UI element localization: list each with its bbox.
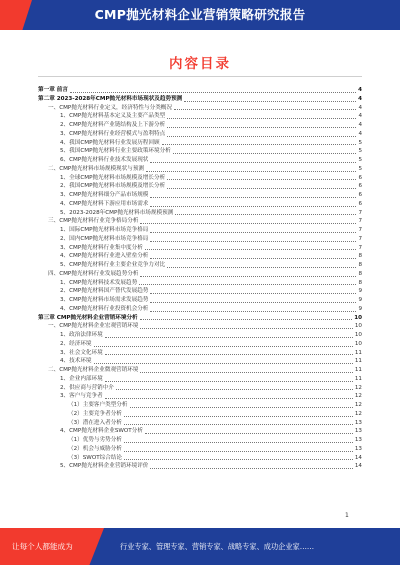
toc-entry[interactable] <box>38 296 362 305</box>
toc-entry-page: 6 <box>358 200 362 207</box>
toc-entry[interactable] <box>38 401 362 410</box>
toc-leader-dots <box>150 197 356 198</box>
toc-entry-page: 9 <box>358 297 362 303</box>
toc-entry[interactable] <box>38 95 362 104</box>
toc-entry[interactable] <box>38 182 362 191</box>
toc-entry[interactable] <box>38 322 362 331</box>
toc-entry-title: 5、我国CMP抛光材料行业主要政策环境分析 <box>60 148 171 155</box>
toc-leader-dots <box>145 433 353 434</box>
toc-entry-title: 5、CMP抛光材料企业营销环境评价 <box>60 463 149 470</box>
report-title: CMP抛光材料企业营销策略研究报告 <box>94 7 306 22</box>
toc-entry-title: 第二章 2023-2028年CMP抛光材料市场现状及趋势预测 <box>38 95 183 102</box>
toc-leader-dots <box>150 302 356 303</box>
toc-leader-dots <box>140 276 356 277</box>
toc-entry-page: 4 <box>358 122 362 128</box>
toc-entry[interactable] <box>38 139 362 148</box>
toc-entry[interactable] <box>38 279 362 288</box>
toc-entry-title: 1、政治法律环境 <box>60 332 103 338</box>
toc-entry-page: 7 <box>358 235 362 242</box>
toc-entry-title: 3、CMP抛光材料细分产品市场规模 <box>60 192 149 198</box>
toc-entry-page: 9 <box>358 288 362 295</box>
toc-entry-title: 5、2023-2028年CMP抛光材料市场规模预测 <box>60 209 174 216</box>
toc-leader-dots <box>167 127 356 128</box>
toc-entry-page: 5 <box>358 157 362 163</box>
page-number: 1 <box>345 512 349 519</box>
toc-entry-page: 4 <box>358 113 362 120</box>
toc-entry-title: 三、CMP抛光材料行业竞争格局分析 <box>48 218 139 225</box>
toc-entry[interactable] <box>38 340 362 349</box>
toc-entry-title: 1、国际CMP抛光材料市场竞争格局 <box>60 227 149 233</box>
toc-entry[interactable] <box>38 121 362 130</box>
footer-slogan: 让每个人都能成为 <box>12 542 73 551</box>
toc-entry-title: 第三章 CMP抛光材料企业营销环境分析 <box>38 314 138 321</box>
toc-entry-title: （2）主要竞争者分析 <box>68 410 122 417</box>
toc-entry[interactable] <box>38 147 362 156</box>
toc-entry[interactable] <box>38 130 362 139</box>
toc-leader-dots <box>124 424 353 425</box>
toc-leader-dots <box>70 92 356 93</box>
toc-leader-dots <box>140 319 353 320</box>
toc-entry-title: 6、CMP抛光材料行业技术发展现状 <box>60 157 149 163</box>
toc-entry[interactable] <box>38 261 362 270</box>
toc-entry-page: 7 <box>358 218 362 225</box>
toc-leader-dots <box>184 101 356 102</box>
toc-entry-page: 8 <box>358 270 362 277</box>
toc-entry[interactable] <box>38 156 362 165</box>
toc-entry-title: 2、我国CMP抛光材料市场规模及增长分析 <box>60 183 166 190</box>
toc-entry-page: 10 <box>354 323 362 330</box>
toc-entry-page: 5 <box>358 148 362 155</box>
toc-entry-title: （1）优势与劣势分析 <box>68 437 122 443</box>
toc-leader-dots <box>150 241 356 242</box>
toc-entry-title: 4、技术环境 <box>60 358 92 365</box>
toc-entry-page: 12 <box>354 393 362 400</box>
toc-entry[interactable] <box>38 314 362 323</box>
toc-entry-title: （3）潜在进入者分析 <box>68 419 122 426</box>
toc-leader-dots <box>105 337 353 338</box>
toc-entry-page: 4 <box>358 104 362 111</box>
toc-leader-dots <box>167 267 356 268</box>
toc-leader-dots <box>130 407 353 408</box>
toc-entry[interactable] <box>38 349 362 358</box>
toc-entry-page: 11 <box>354 367 362 373</box>
toc-leader-dots <box>167 136 356 137</box>
toc-entry-title: 2、国内CMP抛光材料市场竞争格局 <box>60 235 149 242</box>
toc-entry-page: 6 <box>358 192 362 198</box>
toc-entry[interactable] <box>38 191 362 200</box>
toc-leader-dots <box>139 284 356 285</box>
toc-entry[interactable] <box>38 200 362 209</box>
toc-entry-title: （3）SWOT综合结论 <box>68 454 123 461</box>
toc-entry-title: 1、企业内部环境 <box>60 375 103 382</box>
toc-entry-page: 13 <box>354 428 362 435</box>
toc-entry-page: 12 <box>354 402 362 408</box>
toc-entry[interactable] <box>38 244 362 253</box>
toc-entry-page: 10 <box>354 332 362 338</box>
toc-entry-page: 11 <box>354 358 362 365</box>
toc-entry[interactable] <box>38 174 362 183</box>
toc-entry-title: 1、全球CMP抛光材料市场规模及增长分析 <box>60 174 166 181</box>
toc-leader-dots <box>124 451 353 452</box>
toc-entry-page: 4 <box>358 130 362 137</box>
toc-leader-dots <box>124 459 353 460</box>
toc-entry-title: 4、CMP抛光材料行业投资机会分析 <box>60 305 149 312</box>
toc-leader-dots <box>124 416 353 417</box>
toc-entry-page: 5 <box>358 165 362 172</box>
toc-entry-title: 4、CMP抛光材料下游应用市场需求 <box>60 200 149 207</box>
toc-entry-title: 一、CMP抛光材料企业宏观营销环境 <box>48 323 139 330</box>
toc-entry-page: 7 <box>358 209 362 216</box>
toc-leader-dots <box>150 162 356 163</box>
toc-entry-title: 4、我国CMP抛光材料行业发展历程回顾 <box>60 139 160 146</box>
toc-entry[interactable] <box>38 252 362 261</box>
toc-entry-page: 12 <box>354 410 362 417</box>
toc-entry[interactable] <box>38 384 362 393</box>
toc-entry-page: 12 <box>354 384 362 391</box>
toc-leader-dots <box>145 249 357 250</box>
toc-leader-dots <box>150 232 356 233</box>
toc-entry[interactable] <box>38 112 362 121</box>
toc-leader-dots <box>105 398 353 399</box>
toc-entry-title: 1、CMP抛光材料技术发展趋势 <box>60 279 138 286</box>
footer-tagline: 行业专家、管理专家、营销专家、战略专家、成功企业家…… <box>120 542 315 551</box>
toc-entry[interactable] <box>38 445 362 454</box>
toc-entry-page: 13 <box>354 445 362 452</box>
table-of-contents <box>38 86 362 471</box>
toc-entry-page: 14 <box>354 454 362 461</box>
toc-entry-page: 11 <box>354 349 362 356</box>
toc-entry-title: 2、CMP抛光材料产业链结构及上下游分析 <box>60 122 166 128</box>
toc-entry-title: 一、CMP抛光材料行业定义，经济特性与分类概况 <box>48 104 172 111</box>
toc-leader-dots <box>150 258 356 259</box>
header-banner <box>0 0 400 30</box>
toc-entry-title: 2、经济环境 <box>60 340 92 347</box>
toc-entry[interactable] <box>38 86 362 95</box>
toc-leader-dots <box>174 109 356 110</box>
toc-entry[interactable] <box>38 392 362 401</box>
toc-leader-dots <box>124 442 353 443</box>
toc-leader-dots <box>173 153 357 154</box>
toc-entry-title: 3、CMP抛光材料行业经营模式与盈利特点 <box>60 130 166 137</box>
toc-entry[interactable] <box>38 217 362 226</box>
toc-entry[interactable] <box>38 209 362 218</box>
toc-entry[interactable] <box>38 462 362 471</box>
toc-entry[interactable] <box>38 419 362 428</box>
toc-entry-page: 13 <box>354 437 362 443</box>
toc-entry[interactable] <box>38 375 362 384</box>
toc-entry-title: 4、CMP抛光材料行业进入壁垒分析 <box>60 253 149 260</box>
toc-leader-dots <box>140 328 352 329</box>
toc-leader-dots <box>150 206 356 207</box>
toc-entry-page: 10 <box>354 340 362 347</box>
toc-entry[interactable] <box>38 305 362 314</box>
toc-entry-page: 4 <box>358 87 362 93</box>
toc-entry-title: 3、CMP抛光材料行业集中度分析 <box>60 244 143 251</box>
toc-entry-title: 四、CMP抛光材料行业发展趋势分析 <box>48 270 139 277</box>
toc-entry[interactable] <box>38 436 362 445</box>
toc-leader-dots <box>140 372 352 373</box>
toc-entry-page: 5 <box>358 139 362 146</box>
toc-leader-dots <box>94 346 353 347</box>
toc-entry-page: 9 <box>358 305 362 312</box>
toc-entry-page: 7 <box>358 244 362 251</box>
toc-entry-page: 8 <box>358 262 362 268</box>
toc-leader-dots <box>146 171 356 172</box>
toc-divider <box>38 76 362 77</box>
toc-entry-page: 4 <box>358 95 362 102</box>
toc-entry[interactable] <box>38 226 362 235</box>
toc-leader-dots <box>105 354 353 355</box>
toc-leader-dots <box>167 179 356 180</box>
toc-entry-title: 3、客户与竞争者 <box>60 393 103 400</box>
toc-entry-page: 8 <box>358 253 362 260</box>
toc-entry[interactable] <box>38 270 362 279</box>
toc-entry-title: 2、CMP抛光材料国产替代发展趋势 <box>60 288 149 295</box>
toc-leader-dots <box>150 311 356 312</box>
toc-heading: 内容目录 <box>169 56 231 72</box>
toc-leader-dots <box>140 223 356 224</box>
toc-leader-dots <box>162 144 357 145</box>
toc-leader-dots <box>167 118 356 119</box>
toc-entry[interactable] <box>38 331 362 340</box>
toc-entry-title: 二、CMP抛光材料企业微观营销环境 <box>48 367 139 373</box>
toc-leader-dots <box>94 363 353 364</box>
toc-entry-page: 14 <box>354 463 362 470</box>
toc-entry-title: （2）机会与威胁分析 <box>68 445 122 452</box>
toc-entry[interactable] <box>38 410 362 419</box>
toc-entry-title: 2、供应商与营销中介 <box>60 384 114 391</box>
toc-entry-title: 第一章 前言 <box>38 87 68 93</box>
toc-entry-page: 11 <box>354 375 362 382</box>
toc-entry[interactable] <box>38 287 362 296</box>
footer-banner <box>0 528 400 565</box>
toc-entry-page: 13 <box>354 419 362 426</box>
toc-leader-dots <box>116 389 353 390</box>
toc-entry[interactable] <box>38 427 362 436</box>
toc-entry-title: 二、CMP抛光材料市场规模现状与预测 <box>48 165 145 172</box>
toc-entry-page: 10 <box>354 314 362 321</box>
toc-entry[interactable] <box>38 235 362 244</box>
toc-leader-dots <box>167 188 356 189</box>
toc-entry-title: 1、CMP抛光材料基本定义及主要产品类型 <box>60 113 166 120</box>
toc-entry[interactable] <box>38 165 362 174</box>
toc-entry-page: 8 <box>358 279 362 286</box>
toc-entry-page: 6 <box>358 174 362 181</box>
toc-entry-page: 6 <box>358 183 362 190</box>
toc-entry-title: 3、社会文化环境 <box>60 349 103 356</box>
toc-entry-title: 4、CMP抛光材料企业SWOT分析 <box>60 428 143 435</box>
toc-entry[interactable] <box>38 357 362 366</box>
toc-leader-dots <box>150 293 356 294</box>
toc-entry[interactable] <box>38 104 362 113</box>
toc-leader-dots <box>105 381 353 382</box>
toc-entry[interactable] <box>38 366 362 375</box>
toc-leader-dots <box>150 468 352 469</box>
toc-entry-title: （1）主要客户类型分析 <box>68 402 128 408</box>
toc-entry[interactable] <box>38 454 362 463</box>
toc-leader-dots <box>175 214 356 215</box>
toc-entry-title: 5、CMP抛光材料行业主要企业竞争力对比 <box>60 262 166 268</box>
toc-entry-page: 7 <box>358 227 362 233</box>
toc-entry-title: 3、CMP抛光材料市场需求发展趋势 <box>60 297 149 303</box>
